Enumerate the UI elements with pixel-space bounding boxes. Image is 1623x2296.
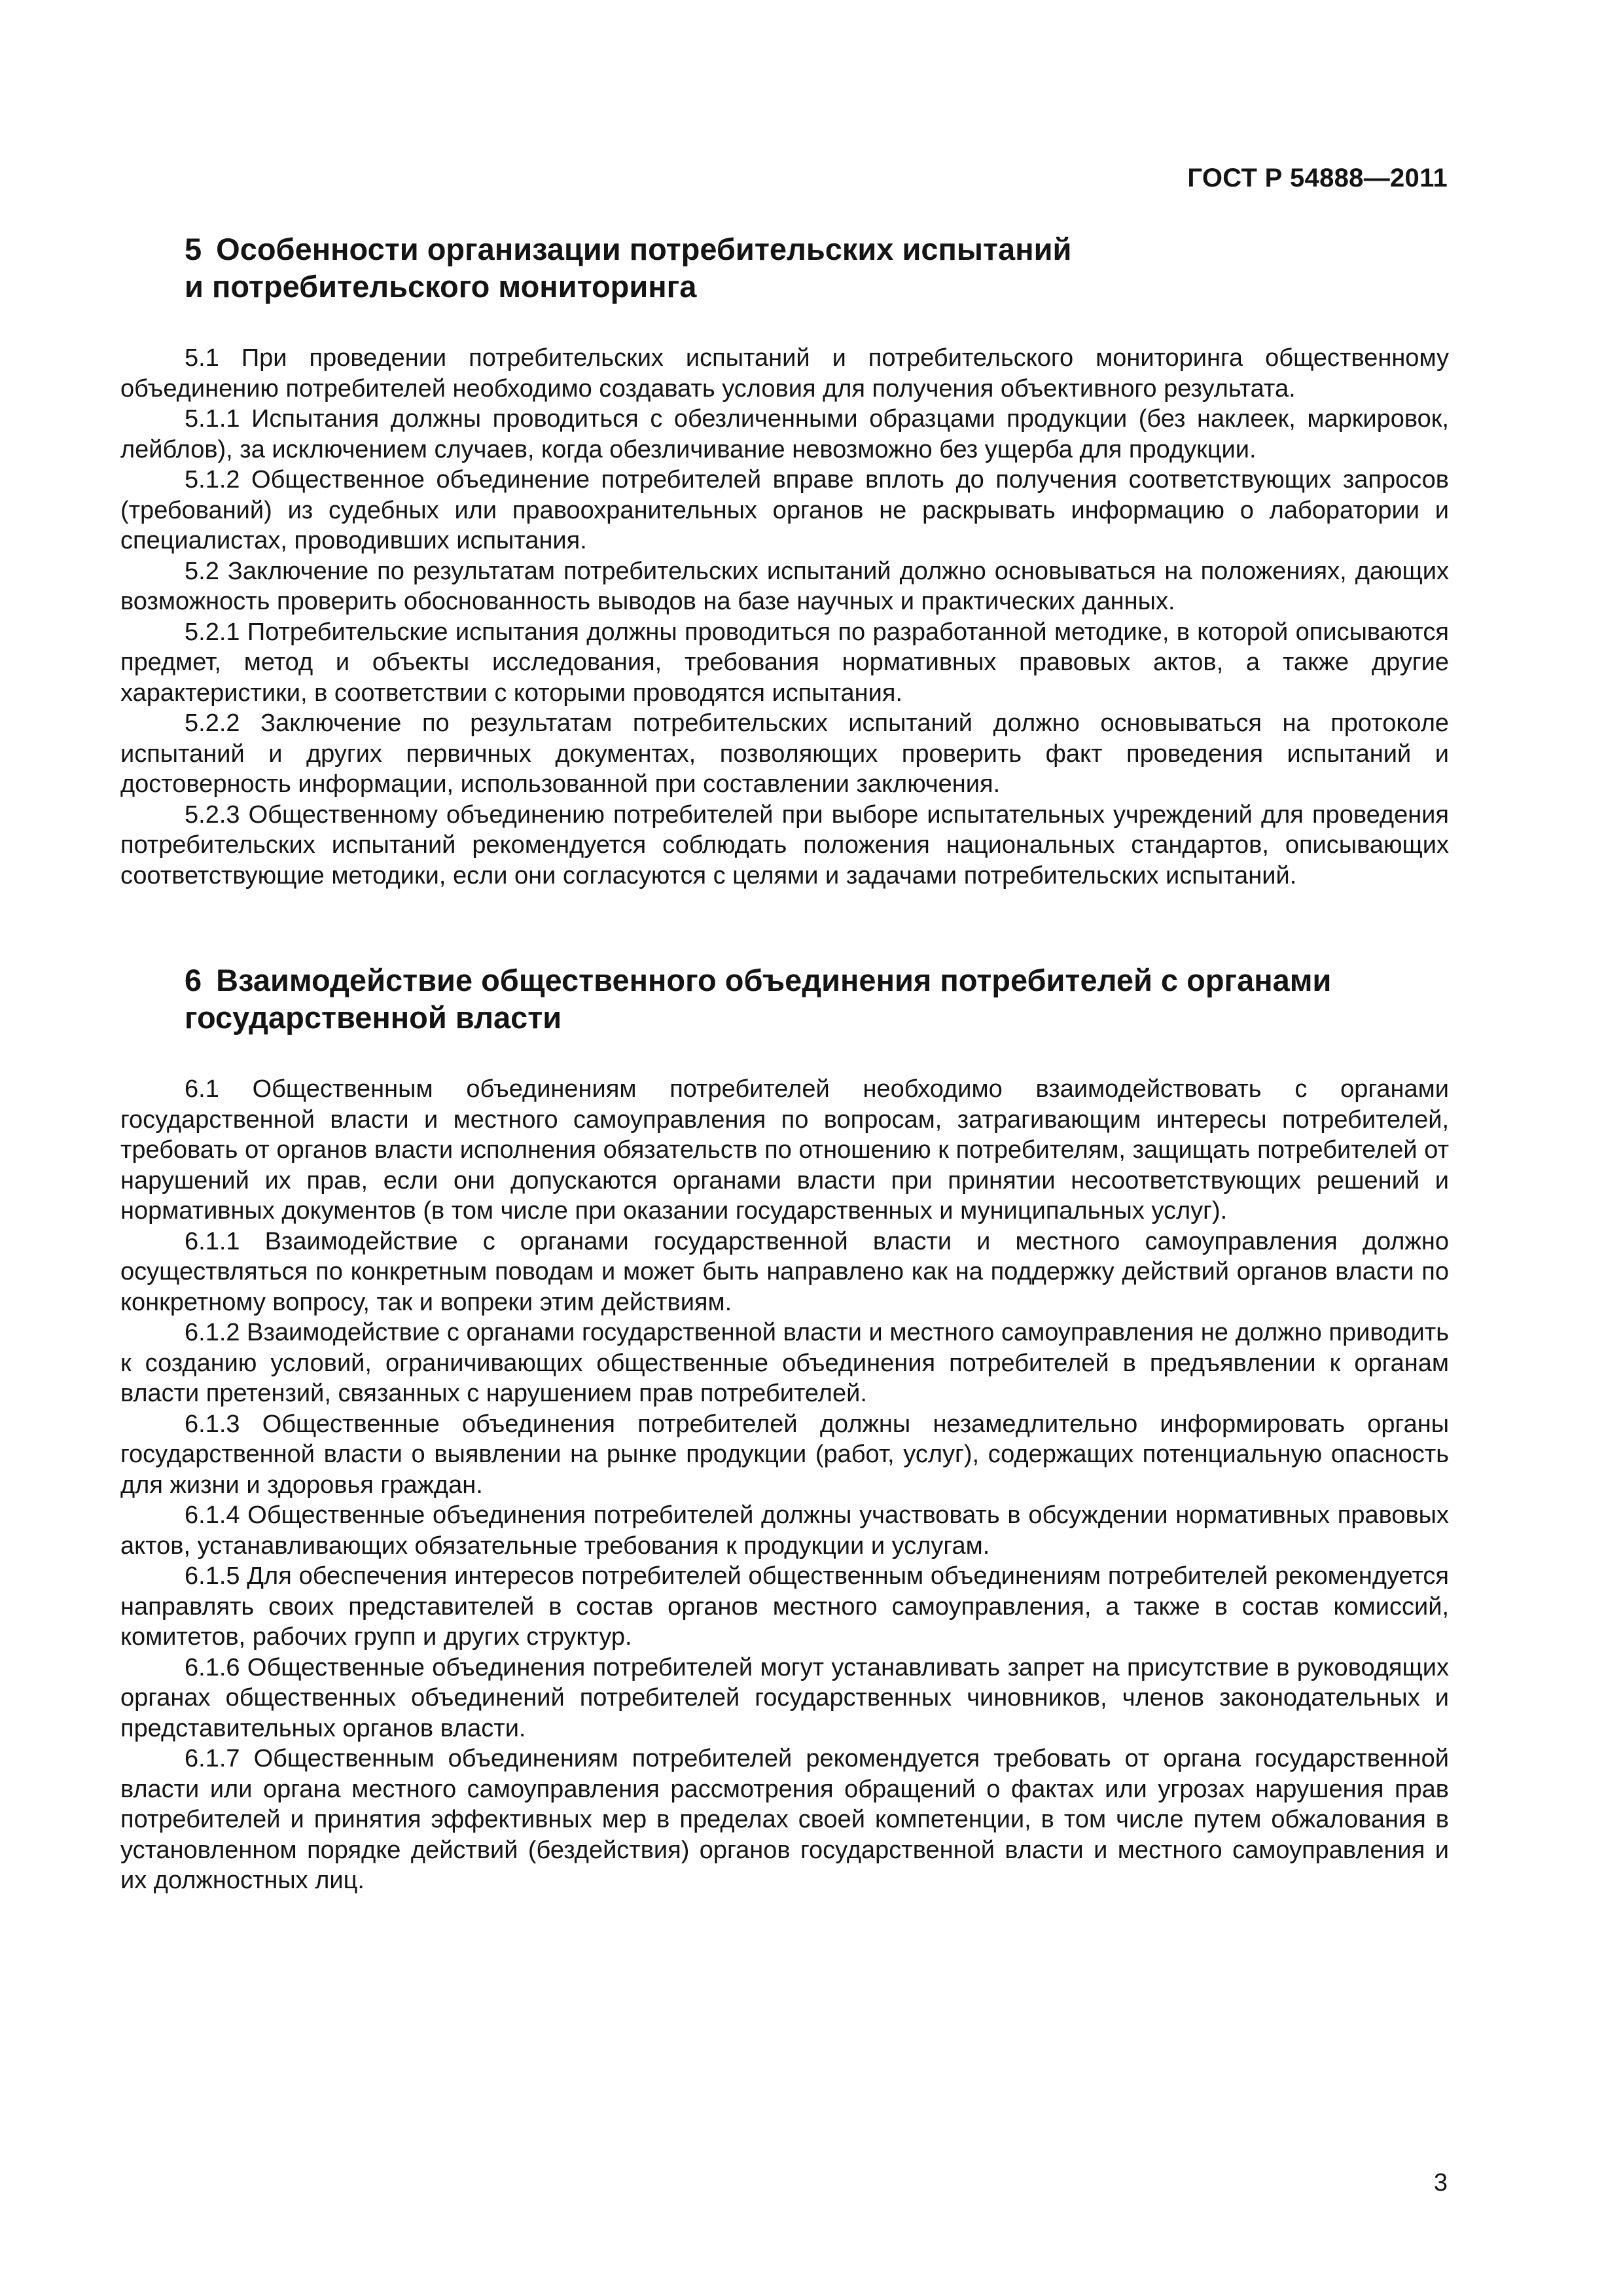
paragraph-5-2-3: 5.2.3 Общественному объединению потребителей при выборе испытательных учреждений для проведения потребительских испытаний рекомендуется соблюдать положения национальных стандартов, описывающих соответствующие методики, если они согласуются с целями и задачами потребительских испытаний.: [120, 800, 1449, 889]
section-6-heading: [120, 961, 1449, 1036]
document-code: ГОСТ Р 54888—2011: [1187, 164, 1448, 192]
paragraph-5-2-2: 5.2.2 Заключение по результатам потребительских испытаний должно основываться на протоколе испытаний и других первичных документах, позволяющих проверить факт проведения испытаний и достоверность информации, использованной при составлении заключения.: [120, 709, 1449, 798]
paragraph-6-1-2: 6.1.2 Взаимодействие с органами государственной власти и местного самоуправления не должно приводить к созданию условий, ограничивающих общественные объединения потребителей в предъявлении к органам власти претензий, связанных с нарушением прав потребителей.: [120, 1319, 1449, 1407]
section-5-title-line2: и потребительского мониторинга: [185, 269, 697, 304]
paragraph-6-1-7: 6.1.7 Общественным объединениям потребителей рекомендуется требовать от органа государственной власти или органа местного самоуправления рассмотрения обращений о фактах или угрозах нарушения прав потребителей и принятия эффективных мер в пределах своей компетенции, в том числе путем обжалования в установленном порядке действий (бездействия) органов государственной власти и местного самоуправления и их должностных лиц.: [120, 1745, 1449, 1894]
paragraph-5-1-1: 5.1.1 Испытания должны проводиться с обезличенными образцами продукции (без наклеек, маркировок, лейблов), за исключением случаев, когда обезличивание невозможно без ущерба для продукции.: [120, 405, 1449, 463]
paragraph-5-1: 5.1 При проведении потребительских испытаний и потребительского мониторинга общественному объединению потребителей необходимо создавать условия для получения объективного результата.: [120, 344, 1449, 403]
paragraph-5-2: 5.2 Заключение по результатам потребительских испытаний должно основываться на положениях, дающих возможность проверить обоснованность выводов на базе научных и практических данных.: [120, 557, 1449, 615]
section-5-number: 5: [185, 232, 202, 266]
paragraph-6-1-3: 6.1.3 Общественные объединения потребителей должны незамедлительно информировать органы государственной власти о выявлении на рынке продукции (работ, услуг), содержащих потенциальную опасность для жизни и здоровья граждан.: [120, 1410, 1449, 1499]
paragraph-6-1-6: 6.1.6 Общественные объединения потребителей могут устанавливать запрет на присутствие в руководящих органах общественных объединений потребителей государственных чиновников, членов законодательных и представительных органов власти.: [120, 1653, 1449, 1742]
paragraph-6-1-1: 6.1.1 Взаимодействие с органами государственной власти и местного самоуправления должно осуществляться по конкретным поводам и может быть направлено как на поддержку действий органов власти по конкретному вопросу, так и вопреки этим действиям.: [120, 1227, 1449, 1316]
paragraph-5-2-1: 5.2.1 Потребительские испытания должны проводиться по разработанной методике, в которой описываются предмет, метод и объекты исследования, требования нормативных правовых актов, а также другие характеристики, в соответствии с которыми проводятся испытания.: [120, 618, 1449, 707]
section-6-number: 6: [185, 963, 202, 997]
paragraph-5-1-2: 5.1.2 Общественное объединение потребителей вправе вплоть до получения соответствующих запросов (требований) из судебных или правоохранительных органов не раскрывать информацию о лаборатории и специалистах, проводивших испытания.: [120, 466, 1449, 554]
paragraph-6-1: 6.1 Общественным объединениям потребителей необходимо взаимодействовать с органами государственной власти и местного самоуправления по вопросам, затрагивающим интересы потребителей, требовать от органов власти исполнения обязательств по отношению к потребителям, защищать потребителей от нарушений их прав, если они допускаются органами власти при принятии несоответствующих решений и нормативных документов (в том числе при оказании государственных и муниципальных услуг).: [120, 1075, 1449, 1225]
page-content: [120, 230, 1449, 1896]
page-number: 3: [1433, 2169, 1448, 2197]
paragraph-6-1-5: 6.1.5 Для обеспечения интересов потребителей общественным объединениям потребителей рекомендуется направлять своих представителей в состав органов местного самоуправления, а также в состав комиссий, комитетов, рабочих групп и других структур.: [120, 1562, 1449, 1651]
paragraph-6-1-4: 6.1.4 Общественные объединения потребителей должны участвовать в обсуждении нормативных правовых актов, устанавливающих обязательные требования к продукции и услугам.: [120, 1501, 1449, 1560]
section-6-title-line1: Взаимодействие общественного объединения потребителей с органами: [216, 963, 1332, 997]
section-6-title-line2: государственной власти: [185, 1000, 562, 1035]
section-5-heading: [120, 230, 1449, 305]
section-5-title-line1: Особенности организации потребительских испытаний: [216, 232, 1072, 266]
